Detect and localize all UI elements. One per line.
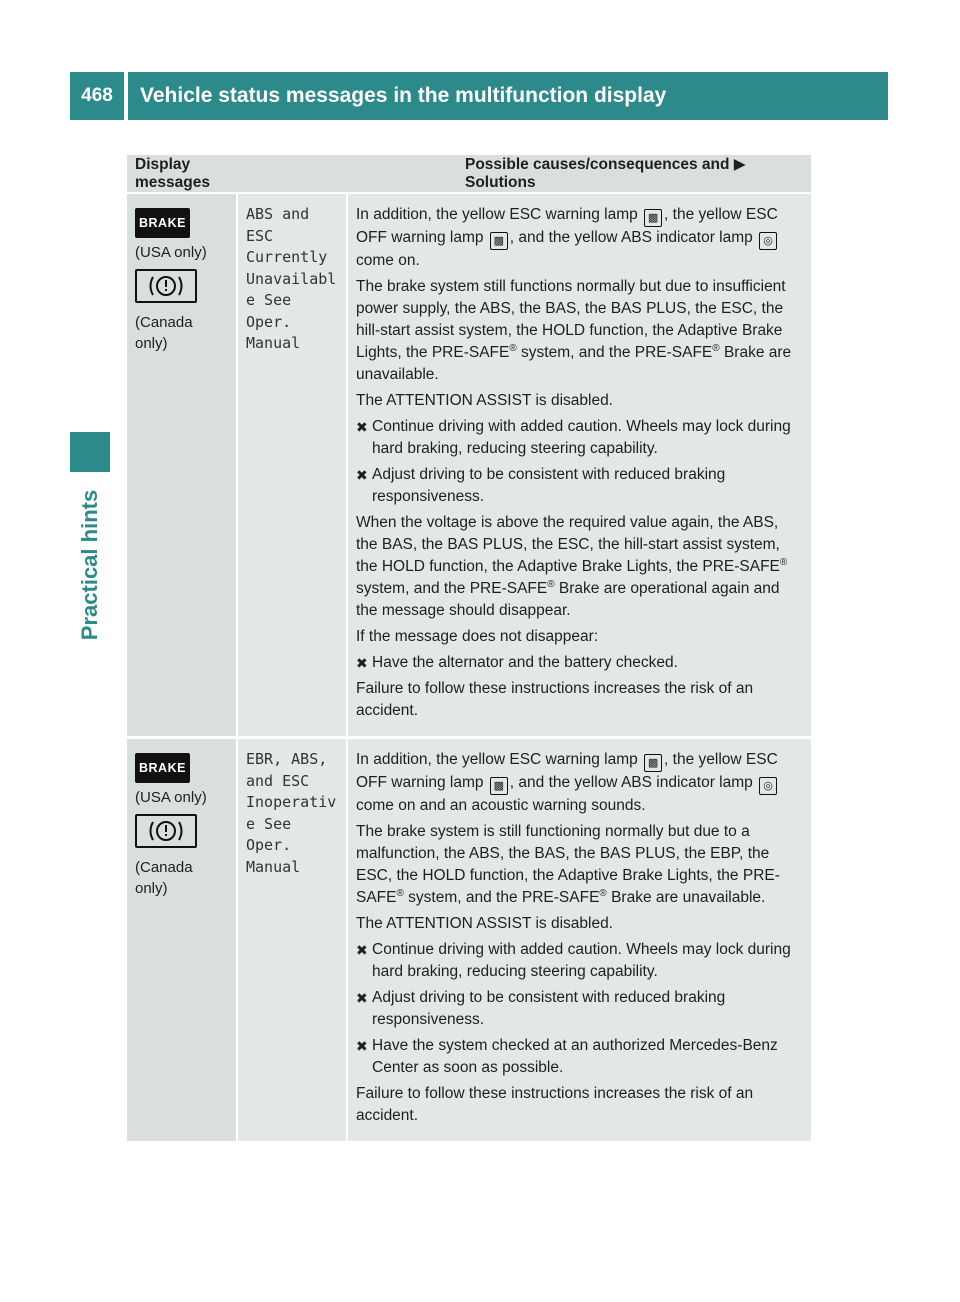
list-item: ✖ Adjust driving to be consistent with reduced braking responsiveness.: [356, 466, 726, 505]
paragraph: Failure to follow these instructions increases the risk of an accident.: [356, 1085, 754, 1124]
canada-only-label: (Canada only): [135, 859, 193, 897]
action-arrow-icon: ✖: [356, 419, 368, 435]
table-row: [127, 193, 811, 738]
paragraph: In addition, the yellow ESC warning lamp ▩ , the yellow ESC OFF warning lamp ▩ , and the yellow ABS indicator lamp ◎ come on and an acoustic warning sounds.: [356, 751, 778, 814]
col-header-causes: [237, 155, 811, 193]
paragraph: The brake system still functions normally but due to insufficient power supply, the ABS, the BAS, the BAS PLUS, the ESC, the hill-start assist system, the HOLD function, the Adaptive Brake Lights, the PRE-SAFE® system, and the PRE-SAFE® Brake are unavailable.: [356, 278, 792, 383]
esc-off-icon: ▩: [490, 777, 508, 795]
page-header: [70, 72, 888, 120]
esc-off-icon: ▩: [490, 232, 508, 250]
action-arrow-icon: ✖: [356, 655, 368, 671]
status-messages-table: [127, 155, 811, 1141]
display-message-text: ABS and ESC Currently Unavailabl e See Oper. Manual: [246, 205, 337, 352]
paragraph: The ATTENTION ASSIST is disabled.: [356, 915, 613, 932]
brake-canada-warning-icon: [135, 269, 197, 303]
list-item: ✖ Continue driving with added caution. Wheels may lock during hard braking, reducing steering capability.: [356, 418, 791, 457]
table-row: [127, 738, 811, 1142]
col-header-solutions-text: Solutions: [465, 174, 536, 191]
col-header-display-messages: Display messages: [127, 155, 237, 193]
action-arrow-icon: ✖: [356, 1038, 368, 1054]
usa-only-label: (USA only): [135, 244, 207, 261]
side-tab-marker: [70, 432, 110, 472]
list-item: ✖ Have the system checked at an authorized Mercedes-Benz Center as soon as possible.: [356, 1037, 778, 1076]
brake-warning-icon: BRAKE: [135, 753, 190, 783]
canada-only-label: (Canada only): [135, 314, 193, 352]
side-section-text: Practical hints: [77, 489, 102, 641]
page-number: 468: [70, 72, 124, 120]
lamp-cell: [127, 193, 237, 738]
brake-warning-icon: BRAKE: [135, 208, 190, 238]
page-title: Vehicle status messages in the multifunction display: [128, 72, 888, 120]
solution-cell: [347, 193, 811, 738]
side-section-label: [70, 480, 110, 650]
play-arrow-icon: ▶: [733, 156, 746, 173]
lamp-cell: [127, 738, 237, 1142]
abs-indicator-icon: ◎: [759, 777, 777, 795]
message-cell: [237, 738, 347, 1142]
esc-warning-icon: ▩: [644, 209, 662, 227]
paragraph: If the message does not disappear:: [356, 628, 599, 645]
brake-canada-warning-icon: [135, 814, 197, 848]
action-arrow-icon: ✖: [356, 942, 368, 958]
paragraph: When the voltage is above the required value again, the ABS, the BAS, the BAS PLUS, the ESC, the hill-start assist system, the HOLD function, the Adaptive Brake Lights, the PRE-SAFE® system, and the PRE-SAFE® Brake are operational again and the message should disappear.: [356, 514, 788, 619]
action-arrow-icon: ✖: [356, 990, 368, 1006]
solution-cell: [347, 738, 811, 1142]
abs-indicator-icon: ◎: [759, 232, 777, 250]
list-item: ✖ Have the alternator and the battery checked.: [356, 652, 803, 674]
table-header-row: [127, 155, 811, 193]
paragraph: The brake system is still functioning normally but due to a malfunction, the ABS, the BAS, the BAS PLUS, the EBP, the ESC, the HOLD function, the Adaptive Brake Lights, the PRE-SAFE® system, and the PRE-SAFE® Brake are unavailable.: [356, 823, 780, 906]
usa-only-label: (USA only): [135, 789, 207, 806]
paragraph: Failure to follow these instructions increases the risk of an accident.: [356, 680, 754, 719]
list-item: ✖ Adjust driving to be consistent with reduced braking responsiveness.: [356, 989, 726, 1028]
action-arrow-icon: ✖: [356, 467, 368, 483]
paragraph: The ATTENTION ASSIST is disabled.: [356, 392, 613, 409]
display-message-text: EBR, ABS, and ESC Inoperativ e See Oper. Manual: [246, 750, 337, 876]
paragraph: In addition, the yellow ESC warning lamp ▩ , the yellow ESC OFF warning lamp ▩ , and the yellow ABS indicator lamp ◎ come on.: [356, 206, 778, 269]
list-item: ✖ Continue driving with added caution. Wheels may lock during hard braking, reducing steering capability.: [356, 941, 791, 980]
message-cell: [237, 193, 347, 738]
esc-warning-icon: ▩: [644, 754, 662, 772]
col-header-causes-text: Possible causes/consequences and: [465, 156, 730, 173]
